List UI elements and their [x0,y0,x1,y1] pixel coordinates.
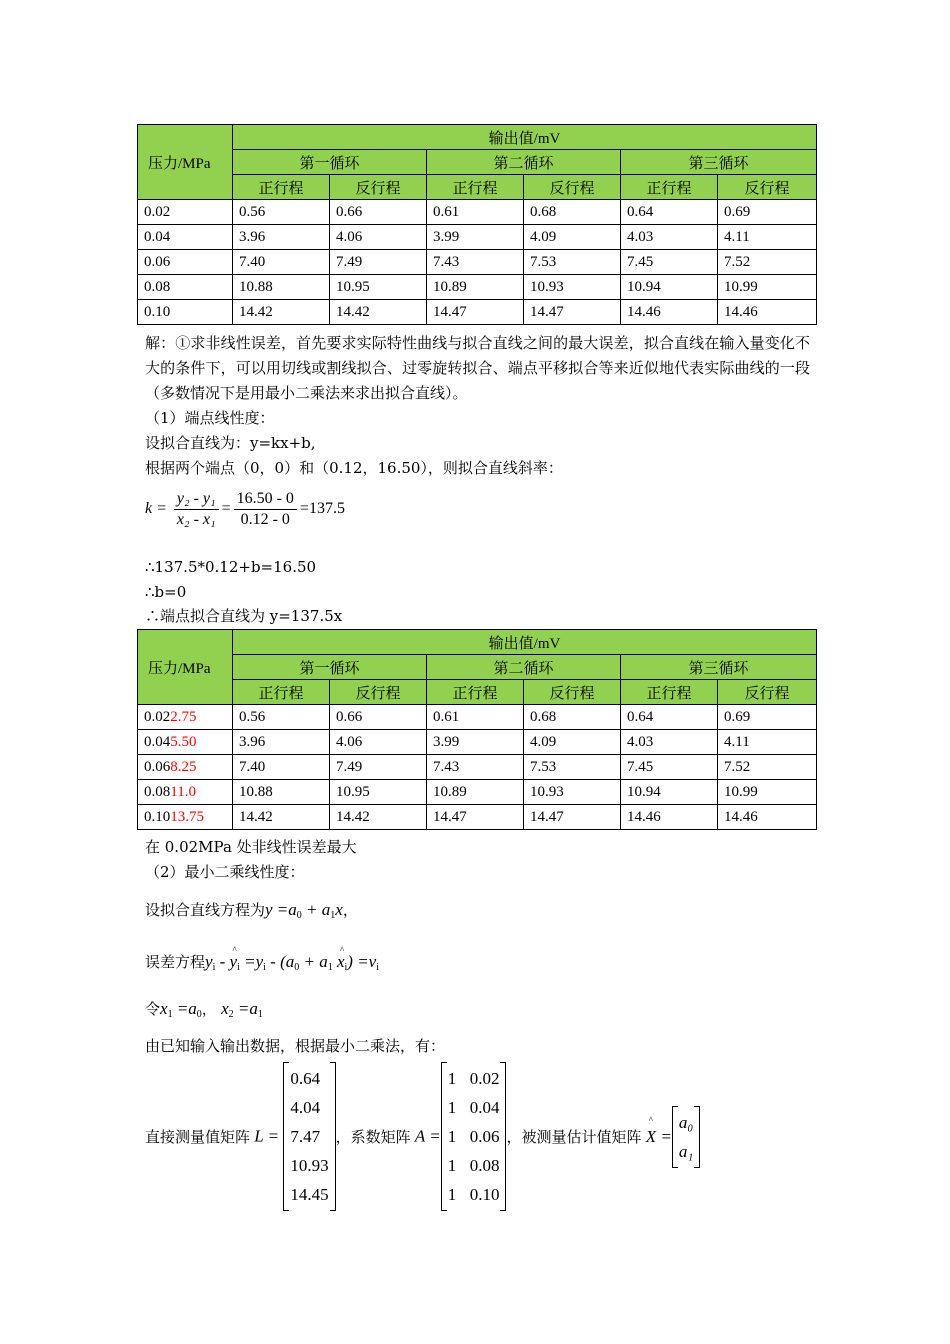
value-cell: 7.45 [621,250,718,275]
value-cell: 7.49 [330,250,427,275]
solution-paragraph: 解：①求非线性误差，首先要求实际特性曲线与拟合直线之间的最大误差，拟合直线在输入量变化不大的条件下，可以用切线或割线拟合、过零旋转拟合、端点平移拟合等来近似地代表实际曲线的一段（多数情况下是用最小二乘法来求出拟合直线）。 [145,334,810,402]
section-1-line-2: 根据两个端点（0，0）和（0.12，16.50），则拟合直线斜率： [145,459,563,477]
value-cell: 10.95 [330,275,427,300]
table-row [138,275,817,300]
slope-formula: k = $\frac{\text{y₂ - y₁}}{\text{x₂ - x₁}}$ = $\frac{16.50 - 0}{0.12 - 0}$ =137.5 [145,490,345,528]
value-cell: 3.96 [233,225,330,250]
value-cell: 10.94 [621,780,718,805]
section-1-title: （1）端点线性度： [145,409,275,427]
table-row [138,755,817,780]
value-cell: 0.66 [330,200,427,225]
table-row [138,200,817,225]
value-cell: 7.43 [427,755,524,780]
stroke-header: 反行程 [718,175,817,200]
pressure-cell: 0.068.25 [138,755,233,780]
pressure-cell: 0.0811.0 [138,780,233,805]
stroke-header: 反行程 [718,680,817,705]
value-cell: 14.47 [524,300,621,325]
section-1-line-1: 设拟合直线为：y=kx+b, [145,434,316,452]
value-cell: 3.96 [233,730,330,755]
value-cell: 3.99 [427,730,524,755]
value-cell: 7.49 [330,755,427,780]
value-cell: 4.06 [330,730,427,755]
value-cell: 14.42 [233,805,330,830]
value-cell: 0.69 [718,705,817,730]
value-cell: 7.52 [718,755,817,780]
value-cell: 10.89 [427,275,524,300]
matrix-definitions: 直接测量值矩阵 L = 0.64 4.04 7.47 10.93 14.45 ，系数矩阵 A = 1 0.02 1 0.04 1 0.06 1 0.08 1 0.10 ，被测量估计值矩阵 ^ X = a₀ a₁ [145,1062,700,1207]
value-cell: 0.68 [524,705,621,730]
value-cell: 3.99 [427,225,524,250]
substitution-line: 令$x_1 =a_0$， $x_2 =a_1$ [145,999,263,1020]
stroke-header: 正行程 [233,175,330,200]
pressure-cell: 0.06 [138,250,233,275]
table-row [138,225,817,250]
cycle-header-3: 第三循环 [621,150,817,175]
value-cell: 4.06 [330,225,427,250]
value-cell: 7.43 [427,250,524,275]
value-cell: 4.03 [621,225,718,250]
table-row [138,300,817,325]
output-header: 输出值/mV [233,125,817,150]
cycle-header-1: 第一循环 [233,655,427,680]
value-cell: 14.46 [718,300,817,325]
stroke-header: 反行程 [330,680,427,705]
pressure-cell: 0.022.75 [138,705,233,730]
stroke-header: 反行程 [330,175,427,200]
cycle-header-1: 第一循环 [233,150,427,175]
error-equation-line: 误差方程$y_i$ - ^ $y_i =y_i - (a_0 + a_1$ ^ $x_i) =v_i$ [145,950,379,980]
value-cell: 4.11 [718,730,817,755]
value-cell: 4.09 [524,225,621,250]
least-squares-intro: 由已知输入输出数据，根据最小二乘法，有： [145,1037,446,1055]
stroke-header: 正行程 [621,680,718,705]
stroke-header: 正行程 [427,680,524,705]
cycle-header-2: 第二循环 [427,655,621,680]
pressure-cell: 0.02 [138,200,233,225]
slope-result: =137.5 [299,500,345,518]
calibration-table-2 [137,629,817,830]
value-cell: 10.94 [621,275,718,300]
pressure-cell: 0.1013.75 [138,805,233,830]
value-cell: 0.61 [427,705,524,730]
output-header: 输出值/mV [233,630,817,655]
value-cell: 0.68 [524,200,621,225]
table-row [138,780,817,805]
value-cell: 14.46 [718,805,817,830]
section-2-title: （2）最小二乘线性度： [145,863,305,881]
fit-equation: $y =a_0 + a_1x$ [265,900,343,921]
value-cell: 14.46 [621,300,718,325]
stroke-header: 正行程 [427,175,524,200]
slope-fraction-numeric: $\frac{16.50 - 0}{0.12 - 0}$ [234,490,297,529]
matrix-X: a₀ a₁ [672,1106,700,1168]
stroke-header: 反行程 [524,680,621,705]
value-cell: 14.42 [233,300,330,325]
stroke-header: 正行程 [621,175,718,200]
therefore-line-3: ∴端点拟合直线为 y=137.5x [145,607,343,625]
value-cell: 10.89 [427,780,524,805]
value-cell: 10.95 [330,780,427,805]
pressure-cell: 0.08 [138,275,233,300]
value-cell: 14.42 [330,805,427,830]
max-error-note: 在 0.02MPa 处非线性误差最大 [145,838,357,856]
pressure-header: 压力/MPa [138,630,233,705]
value-cell: 10.88 [233,780,330,805]
value-cell: 14.47 [427,300,524,325]
fit-value: 8.25 [170,758,197,775]
fit-value: 13.75 [170,808,204,825]
value-cell: 4.03 [621,730,718,755]
stroke-header: 正行程 [233,680,330,705]
value-cell: 4.09 [524,730,621,755]
fit-equation-line: 设拟合直线方程为$y =a_0 + a_1x$， [145,900,358,921]
table-row [138,730,817,755]
stroke-header: 反行程 [524,175,621,200]
table-row [138,805,817,830]
value-cell: 14.47 [524,805,621,830]
error-equation: $y_i$ - ^ $y_i =y_i - (a_0 + a_1$ ^ $x_i) =v_i$ [205,952,379,971]
fit-value: 11.0 [170,783,196,800]
value-cell: 7.52 [718,250,817,275]
value-cell: 7.40 [233,755,330,780]
value-cell: 0.56 [233,200,330,225]
matrix-X-label: ，被测量估计值矩阵 [506,1128,642,1146]
value-cell: 10.99 [718,780,817,805]
pressure-cell: 0.045.50 [138,730,233,755]
value-cell: 10.99 [718,275,817,300]
matrix-A: 1 0.02 1 0.04 1 0.06 1 0.08 1 0.10 [441,1062,507,1211]
value-cell: 14.46 [621,805,718,830]
fit-value: 5.50 [170,733,197,750]
value-cell: 0.69 [718,200,817,225]
pressure-header: 压力/MPa [138,125,233,200]
matrix-L-label: 直接测量值矩阵 [145,1128,251,1146]
value-cell: 7.45 [621,755,718,780]
therefore-line-2: ∴b=0 [145,583,187,601]
table-row [138,705,817,730]
matrix-L: 0.64 4.04 7.47 10.93 14.45 [283,1062,335,1211]
value-cell: 10.88 [233,275,330,300]
therefore-line-1: ∴137.5*0.12+b=16.50 [145,558,317,576]
value-cell: 7.40 [233,250,330,275]
slope-fraction-symbolic: $\frac{\text{y₂ - y₁}}{\text{x₂ - x₁}}$ [174,490,219,529]
value-cell: 0.64 [621,200,718,225]
fit-value: 2.75 [170,708,197,725]
value-cell: 0.64 [621,705,718,730]
value-cell: 14.42 [330,300,427,325]
slope-lhs: k = [145,500,167,518]
calibration-table-1 [137,124,817,325]
value-cell: 0.66 [330,705,427,730]
value-cell: 14.47 [427,805,524,830]
value-cell: 10.93 [524,275,621,300]
substitution: $x_1 =a_0$ [160,999,202,1020]
value-cell: 0.61 [427,200,524,225]
value-cell: 7.53 [524,755,621,780]
value-cell: 7.53 [524,250,621,275]
pressure-cell: 0.04 [138,225,233,250]
table-row [138,250,817,275]
matrix-A-label: ，系数矩阵 [335,1128,411,1146]
pressure-cell: 0.10 [138,300,233,325]
cycle-header-3: 第三循环 [621,655,817,680]
cycle-header-2: 第二循环 [427,150,621,175]
value-cell: 0.56 [233,705,330,730]
value-cell: 10.93 [524,780,621,805]
value-cell: 4.11 [718,225,817,250]
